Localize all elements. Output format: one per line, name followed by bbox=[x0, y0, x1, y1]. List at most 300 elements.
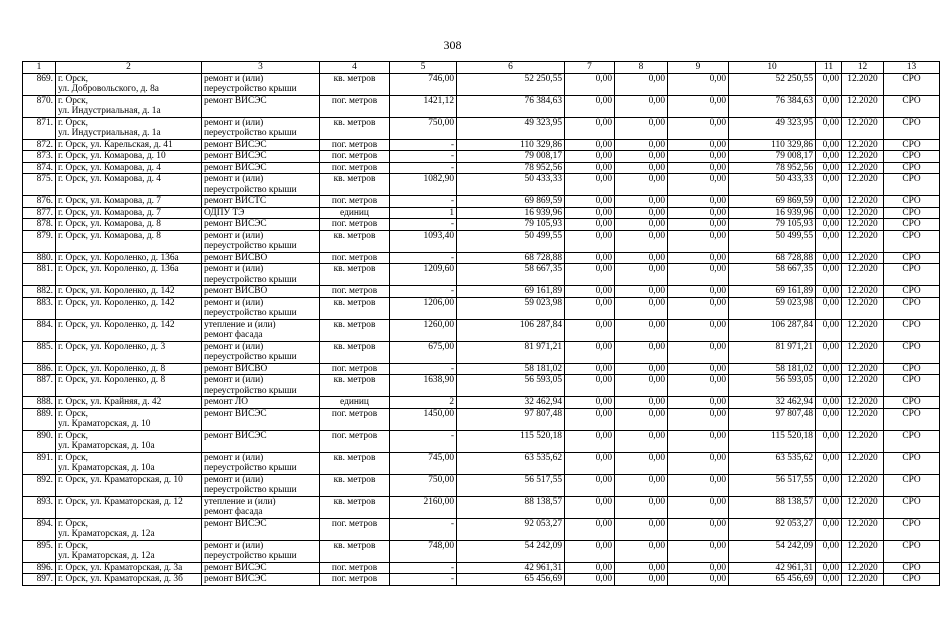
unit-cell: кв. метров bbox=[320, 174, 390, 196]
address-line: г. Орск, ул. Короленко, д. 142 bbox=[58, 297, 175, 308]
method-cell: СРО bbox=[884, 264, 940, 286]
address-line: г. Орск, ул. Краматорская, д. 3а bbox=[58, 562, 183, 573]
col12-cell: 0,00 bbox=[816, 474, 842, 496]
row-number-cell: 895. bbox=[23, 540, 56, 562]
table-row bbox=[23, 375, 940, 397]
column-header: 1 bbox=[23, 62, 56, 74]
col10-cell: 0,00 bbox=[668, 474, 729, 496]
col9-cell: 0,00 bbox=[615, 574, 668, 586]
quantity-cell: - bbox=[390, 286, 457, 298]
work-type-line: ремонт и (или) bbox=[204, 117, 264, 128]
table-row bbox=[23, 363, 940, 375]
col12-cell: 0,00 bbox=[816, 264, 842, 286]
work-type-line: переустройство крыши bbox=[204, 84, 297, 94]
col11-cell: 52 250,55 bbox=[729, 73, 816, 95]
col12-cell: 0,00 bbox=[816, 151, 842, 163]
table-row bbox=[23, 341, 940, 363]
address-cell bbox=[56, 408, 202, 430]
total-cost-cell: 58 667,35 bbox=[457, 264, 565, 286]
table-row bbox=[23, 139, 940, 151]
work-type-line: переустройство крыши bbox=[204, 463, 297, 473]
work-type-line: переустройство крыши bbox=[204, 184, 297, 195]
col8-cell: 0,00 bbox=[565, 207, 615, 219]
table-row bbox=[23, 73, 940, 95]
quantity-cell: - bbox=[390, 430, 457, 452]
address-cell bbox=[56, 139, 202, 151]
method-cell: СРО bbox=[884, 397, 940, 409]
work-type-cell bbox=[202, 574, 320, 586]
work-type-line: ремонт и (или) bbox=[204, 230, 264, 241]
col9-cell: 0,00 bbox=[615, 474, 668, 496]
work-type-line: ремонт и (или) bbox=[204, 73, 264, 84]
column-header: 3 bbox=[202, 62, 320, 74]
address-cell bbox=[56, 196, 202, 208]
col11-cell: 42 961,31 bbox=[729, 562, 816, 574]
col8-cell: 0,00 bbox=[565, 496, 615, 518]
quantity-cell: 1 bbox=[390, 207, 457, 219]
date-cell: 12.2020 bbox=[842, 286, 884, 298]
work-type-cell bbox=[202, 286, 320, 298]
col8-cell: 0,00 bbox=[565, 430, 615, 452]
col12-cell: 0,00 bbox=[816, 286, 842, 298]
col8-cell: 0,00 bbox=[565, 196, 615, 208]
col11-cell: 49 323,95 bbox=[729, 117, 816, 139]
col11-cell: 58 181,02 bbox=[729, 363, 816, 375]
address-cell bbox=[56, 252, 202, 264]
total-cost-cell: 52 250,55 bbox=[457, 73, 565, 95]
address-cell bbox=[56, 297, 202, 319]
row-number-cell: 885. bbox=[23, 341, 56, 363]
method-cell: СРО bbox=[884, 452, 940, 474]
col12-cell: 0,00 bbox=[816, 496, 842, 518]
col10-cell: 0,00 bbox=[668, 252, 729, 264]
col10-cell: 0,00 bbox=[668, 196, 729, 208]
col8-cell: 0,00 bbox=[565, 73, 615, 95]
work-type-line: переустройство крыши bbox=[204, 274, 297, 285]
row-number-cell: 876. bbox=[23, 196, 56, 208]
work-type-line: переустройство крыши bbox=[204, 551, 297, 561]
method-cell: СРО bbox=[884, 219, 940, 231]
work-type-cell bbox=[202, 540, 320, 562]
work-type-line: переустройство крыши bbox=[204, 241, 297, 251]
date-cell: 12.2020 bbox=[842, 408, 884, 430]
col8-cell: 0,00 bbox=[565, 286, 615, 298]
work-type-line: ремонт ВИСВО bbox=[204, 363, 268, 374]
col8-cell: 0,00 bbox=[565, 117, 615, 139]
address-line: г. Орск, bbox=[58, 117, 88, 128]
address-cell bbox=[56, 375, 202, 397]
work-type-line: ремонт и (или) bbox=[204, 174, 264, 184]
total-cost-cell: 63 535,62 bbox=[457, 452, 565, 474]
row-number-cell: 886. bbox=[23, 363, 56, 375]
col10-cell: 0,00 bbox=[668, 151, 729, 163]
col9-cell: 0,00 bbox=[615, 363, 668, 375]
unit-cell: кв. метров bbox=[320, 117, 390, 139]
total-cost-cell: 78 952,56 bbox=[457, 162, 565, 174]
address-line: г. Орск, bbox=[58, 540, 88, 551]
total-cost-cell: 69 869,59 bbox=[457, 196, 565, 208]
work-type-cell bbox=[202, 139, 320, 151]
method-cell: СРО bbox=[884, 540, 940, 562]
column-header: 7 bbox=[565, 62, 615, 74]
total-cost-cell: 115 520,18 bbox=[457, 430, 565, 452]
col10-cell: 0,00 bbox=[668, 540, 729, 562]
col11-cell: 69 161,89 bbox=[729, 286, 816, 298]
work-type-cell bbox=[202, 452, 320, 474]
unit-cell: пог. метров bbox=[320, 196, 390, 208]
work-type-line: ремонт ВИСЭС bbox=[204, 574, 267, 584]
col9-cell: 0,00 bbox=[615, 375, 668, 397]
address-cell bbox=[56, 397, 202, 409]
date-cell: 12.2020 bbox=[842, 230, 884, 252]
date-cell: 12.2020 bbox=[842, 540, 884, 562]
col8-cell: 0,00 bbox=[565, 219, 615, 231]
work-type-cell bbox=[202, 174, 320, 196]
col10-cell: 0,00 bbox=[668, 162, 729, 174]
work-type-cell bbox=[202, 207, 320, 219]
total-cost-cell: 79 105,93 bbox=[457, 219, 565, 231]
table-row bbox=[23, 397, 940, 409]
quantity-cell: 1209,60 bbox=[390, 264, 457, 286]
unit-cell: пог. метров bbox=[320, 430, 390, 452]
quantity-cell: 1206,00 bbox=[390, 297, 457, 319]
date-cell: 12.2020 bbox=[842, 375, 884, 397]
work-type-cell bbox=[202, 219, 320, 231]
work-type-line: переустройство крыши bbox=[204, 128, 297, 138]
column-number-row bbox=[23, 62, 940, 74]
address-cell bbox=[56, 95, 202, 117]
address-line: ул. Краматорская, д. 10а bbox=[58, 441, 155, 451]
method-cell: СРО bbox=[884, 139, 940, 151]
col12-cell: 0,00 bbox=[816, 219, 842, 231]
work-type-cell bbox=[202, 162, 320, 174]
col10-cell: 0,00 bbox=[668, 219, 729, 231]
col11-cell: 58 667,35 bbox=[729, 264, 816, 286]
col9-cell: 0,00 bbox=[615, 297, 668, 319]
address-line: г. Орск, ул. Краматорская, д. 12 bbox=[58, 496, 183, 507]
row-number-cell: 882. bbox=[23, 286, 56, 298]
address-cell bbox=[56, 207, 202, 219]
col10-cell: 0,00 bbox=[668, 430, 729, 452]
unit-cell: кв. метров bbox=[320, 452, 390, 474]
quantity-cell: 1450,00 bbox=[390, 408, 457, 430]
method-cell: СРО bbox=[884, 162, 940, 174]
total-cost-cell: 59 023,98 bbox=[457, 297, 565, 319]
col10-cell: 0,00 bbox=[668, 207, 729, 219]
repair-schedule-table bbox=[22, 61, 940, 586]
address-line: г. Орск, ул. Комарова, д. 4 bbox=[58, 174, 161, 184]
date-cell: 12.2020 bbox=[842, 117, 884, 139]
work-type-line: утепление и (или) bbox=[204, 319, 276, 330]
col9-cell: 0,00 bbox=[615, 452, 668, 474]
row-number-cell: 891. bbox=[23, 452, 56, 474]
col12-cell: 0,00 bbox=[816, 95, 842, 117]
quantity-cell: - bbox=[390, 562, 457, 574]
unit-cell: пог. метров bbox=[320, 574, 390, 586]
address-line: г. Орск, ул. Краматорская, д. 10 bbox=[58, 474, 183, 485]
col12-cell: 0,00 bbox=[816, 252, 842, 264]
col10-cell: 0,00 bbox=[668, 408, 729, 430]
method-cell: СРО bbox=[884, 117, 940, 139]
work-type-line: ремонт фасада bbox=[204, 507, 263, 517]
col10-cell: 0,00 bbox=[668, 496, 729, 518]
date-cell: 12.2020 bbox=[842, 252, 884, 264]
col9-cell: 0,00 bbox=[615, 73, 668, 95]
total-cost-cell: 42 961,31 bbox=[457, 562, 565, 574]
col8-cell: 0,00 bbox=[565, 341, 615, 363]
unit-cell: пог. метров bbox=[320, 95, 390, 117]
quantity-cell: - bbox=[390, 162, 457, 174]
date-cell: 12.2020 bbox=[842, 73, 884, 95]
col11-cell: 32 462,94 bbox=[729, 397, 816, 409]
method-cell: СРО bbox=[884, 174, 940, 196]
date-cell: 12.2020 bbox=[842, 496, 884, 518]
work-type-line: ремонт и (или) bbox=[204, 375, 264, 385]
col9-cell: 0,00 bbox=[615, 518, 668, 540]
date-cell: 12.2020 bbox=[842, 397, 884, 409]
method-cell: СРО bbox=[884, 518, 940, 540]
address-line: г. Орск, bbox=[58, 452, 88, 463]
quantity-cell: 1260,00 bbox=[390, 319, 457, 341]
work-type-cell bbox=[202, 408, 320, 430]
work-type-cell bbox=[202, 73, 320, 95]
row-number-cell: 883. bbox=[23, 297, 56, 319]
col8-cell: 0,00 bbox=[565, 363, 615, 375]
col12-cell: 0,00 bbox=[816, 139, 842, 151]
row-number-cell: 871. bbox=[23, 117, 56, 139]
address-line: ул. Краматорская, д. 10а bbox=[58, 463, 155, 473]
quantity-cell: 1082,90 bbox=[390, 174, 457, 196]
total-cost-cell: 49 323,95 bbox=[457, 117, 565, 139]
col8-cell: 0,00 bbox=[565, 174, 615, 196]
col9-cell: 0,00 bbox=[615, 162, 668, 174]
col9-cell: 0,00 bbox=[615, 95, 668, 117]
col8-cell: 0,00 bbox=[565, 518, 615, 540]
work-type-cell bbox=[202, 230, 320, 252]
col10-cell: 0,00 bbox=[668, 397, 729, 409]
col8-cell: 0,00 bbox=[565, 375, 615, 397]
col10-cell: 0,00 bbox=[668, 95, 729, 117]
col12-cell: 0,00 bbox=[816, 117, 842, 139]
col12-cell: 0,00 bbox=[816, 574, 842, 586]
row-number-cell: 870. bbox=[23, 95, 56, 117]
address-line: г. Орск, ул. Короленко, д. 142 bbox=[58, 319, 175, 330]
col8-cell: 0,00 bbox=[565, 397, 615, 409]
unit-cell: пог. метров bbox=[320, 562, 390, 574]
column-header: 5 bbox=[390, 62, 457, 74]
work-type-line: ремонт ЛО bbox=[204, 397, 249, 407]
col10-cell: 0,00 bbox=[668, 73, 729, 95]
total-cost-cell: 68 728,88 bbox=[457, 252, 565, 264]
work-type-line: ремонт ВИСЭС bbox=[204, 518, 267, 529]
work-type-line: ремонт ВИСТС bbox=[204, 196, 267, 206]
row-number-cell: 889. bbox=[23, 408, 56, 430]
col11-cell: 79 008,17 bbox=[729, 151, 816, 163]
date-cell: 12.2020 bbox=[842, 151, 884, 163]
col10-cell: 0,00 bbox=[668, 375, 729, 397]
unit-cell: пог. метров bbox=[320, 139, 390, 151]
quantity-cell: 2 bbox=[390, 397, 457, 409]
address-line: г. Орск, ул. Крайняя, д. 42 bbox=[58, 397, 162, 407]
col11-cell: 69 869,59 bbox=[729, 196, 816, 208]
col9-cell: 0,00 bbox=[615, 319, 668, 341]
col10-cell: 0,00 bbox=[668, 518, 729, 540]
row-number-cell: 896. bbox=[23, 562, 56, 574]
method-cell: СРО bbox=[884, 230, 940, 252]
method-cell: СРО bbox=[884, 196, 940, 208]
row-number-cell: 894. bbox=[23, 518, 56, 540]
column-header: 13 bbox=[884, 62, 940, 74]
method-cell: СРО bbox=[884, 341, 940, 363]
col9-cell: 0,00 bbox=[615, 286, 668, 298]
work-type-line: переустройство крыши bbox=[204, 352, 297, 362]
col8-cell: 0,00 bbox=[565, 230, 615, 252]
col12-cell: 0,00 bbox=[816, 73, 842, 95]
col10-cell: 0,00 bbox=[668, 117, 729, 139]
row-number-cell: 873. bbox=[23, 151, 56, 163]
date-cell: 12.2020 bbox=[842, 518, 884, 540]
unit-cell: пог. метров bbox=[320, 219, 390, 231]
date-cell: 12.2020 bbox=[842, 363, 884, 375]
col10-cell: 0,00 bbox=[668, 363, 729, 375]
work-type-cell bbox=[202, 363, 320, 375]
column-header: 6 bbox=[457, 62, 565, 74]
unit-cell: кв. метров bbox=[320, 73, 390, 95]
total-cost-cell: 69 161,89 bbox=[457, 286, 565, 298]
work-type-line: ОДПУ ТЭ bbox=[204, 207, 245, 218]
unit-cell: пог. метров bbox=[320, 151, 390, 163]
address-line: г. Орск, ул. Комарова, д. 8 bbox=[58, 230, 161, 241]
column-header: 4 bbox=[320, 62, 390, 74]
address-line: г. Орск, bbox=[58, 430, 88, 441]
address-line: г. Орск, ул. Комарова, д. 8 bbox=[58, 219, 161, 229]
table-row bbox=[23, 452, 940, 474]
row-number-cell: 877. bbox=[23, 207, 56, 219]
row-number-cell: 884. bbox=[23, 319, 56, 341]
unit-cell: единиц bbox=[320, 207, 390, 219]
unit-cell: пог. метров bbox=[320, 162, 390, 174]
col12-cell: 0,00 bbox=[816, 162, 842, 174]
date-cell: 12.2020 bbox=[842, 430, 884, 452]
work-type-line: ремонт и (или) bbox=[204, 264, 264, 274]
row-number-cell: 875. bbox=[23, 174, 56, 196]
col10-cell: 0,00 bbox=[668, 230, 729, 252]
col12-cell: 0,00 bbox=[816, 540, 842, 562]
work-type-cell bbox=[202, 151, 320, 163]
table-row bbox=[23, 174, 940, 196]
col8-cell: 0,00 bbox=[565, 319, 615, 341]
address-cell bbox=[56, 319, 202, 341]
col12-cell: 0,00 bbox=[816, 341, 842, 363]
total-cost-cell: 54 242,09 bbox=[457, 540, 565, 562]
col10-cell: 0,00 bbox=[668, 452, 729, 474]
address-cell bbox=[56, 496, 202, 518]
unit-cell: кв. метров bbox=[320, 319, 390, 341]
col8-cell: 0,00 bbox=[565, 452, 615, 474]
date-cell: 12.2020 bbox=[842, 452, 884, 474]
col11-cell: 56 593,05 bbox=[729, 375, 816, 397]
quantity-cell: 1638,90 bbox=[390, 375, 457, 397]
address-cell bbox=[56, 430, 202, 452]
address-cell bbox=[56, 73, 202, 95]
row-number-cell: 887. bbox=[23, 375, 56, 397]
address-line: ул. Индустриальная, д. 1а bbox=[58, 128, 161, 138]
work-type-cell bbox=[202, 196, 320, 208]
col11-cell: 65 456,69 bbox=[729, 574, 816, 586]
address-line: ул. Краматорская, д. 10 bbox=[58, 419, 151, 429]
address-cell bbox=[56, 162, 202, 174]
method-cell: СРО bbox=[884, 252, 940, 264]
col8-cell: 0,00 bbox=[565, 297, 615, 319]
column-header: 11 bbox=[816, 62, 842, 74]
col8-cell: 0,00 bbox=[565, 162, 615, 174]
total-cost-cell: 92 053,27 bbox=[457, 518, 565, 540]
total-cost-cell: 56 593,05 bbox=[457, 375, 565, 397]
unit-cell: кв. метров bbox=[320, 474, 390, 496]
date-cell: 12.2020 bbox=[842, 319, 884, 341]
method-cell: СРО bbox=[884, 430, 940, 452]
method-cell: СРО bbox=[884, 474, 940, 496]
date-cell: 12.2020 bbox=[842, 574, 884, 586]
row-number-cell: 869. bbox=[23, 73, 56, 95]
quantity-cell: 750,00 bbox=[390, 117, 457, 139]
work-type-line: ремонт ВИСВО bbox=[204, 286, 268, 296]
total-cost-cell: 58 181,02 bbox=[457, 363, 565, 375]
col10-cell: 0,00 bbox=[668, 286, 729, 298]
method-cell: СРО bbox=[884, 375, 940, 397]
quantity-cell: - bbox=[390, 139, 457, 151]
quantity-cell: 1421,12 bbox=[390, 95, 457, 117]
quantity-cell: 745,00 bbox=[390, 452, 457, 474]
total-cost-cell: 79 008,17 bbox=[457, 151, 565, 163]
total-cost-cell: 76 384,63 bbox=[457, 95, 565, 117]
method-cell: СРО bbox=[884, 363, 940, 375]
method-cell: СРО bbox=[884, 151, 940, 163]
total-cost-cell: 97 807,48 bbox=[457, 408, 565, 430]
work-type-line: ремонт и (или) bbox=[204, 474, 264, 485]
unit-cell: кв. метров bbox=[320, 230, 390, 252]
total-cost-cell: 16 939,96 bbox=[457, 207, 565, 219]
work-type-cell bbox=[202, 341, 320, 363]
work-type-line: ремонт ВИСЭС bbox=[204, 95, 267, 106]
quantity-cell: 748,00 bbox=[390, 540, 457, 562]
address-line: г. Орск, ул. Короленко, д. 8 bbox=[58, 375, 166, 385]
col11-cell: 92 053,27 bbox=[729, 518, 816, 540]
col11-cell: 110 329,86 bbox=[729, 139, 816, 151]
col12-cell: 0,00 bbox=[816, 452, 842, 474]
work-type-line: ремонт и (или) bbox=[204, 341, 264, 352]
quantity-cell: 2160,00 bbox=[390, 496, 457, 518]
work-type-line: ремонт ВИСЭС bbox=[204, 430, 267, 441]
col12-cell: 0,00 bbox=[816, 363, 842, 375]
col9-cell: 0,00 bbox=[615, 151, 668, 163]
quantity-cell: 1093,40 bbox=[390, 230, 457, 252]
unit-cell: пог. метров bbox=[320, 252, 390, 264]
address-line: г. Орск, bbox=[58, 95, 88, 106]
table-row bbox=[23, 518, 940, 540]
unit-cell: кв. метров bbox=[320, 341, 390, 363]
column-header: 8 bbox=[615, 62, 668, 74]
col12-cell: 0,00 bbox=[816, 518, 842, 540]
col12-cell: 0,00 bbox=[816, 207, 842, 219]
col10-cell: 0,00 bbox=[668, 139, 729, 151]
address-line: г. Орск, ул. Короленко, д. 142 bbox=[58, 286, 175, 296]
unit-cell: кв. метров bbox=[320, 540, 390, 562]
address-line: г. Орск, ул. Комарова, д. 7 bbox=[58, 207, 161, 218]
table-row bbox=[23, 319, 940, 341]
col11-cell: 78 952,56 bbox=[729, 162, 816, 174]
unit-cell: пог. метров bbox=[320, 286, 390, 298]
